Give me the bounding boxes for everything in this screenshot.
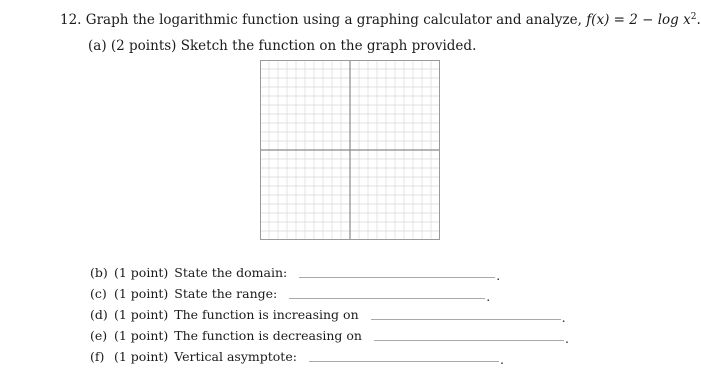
graph-grid[interactable] <box>260 60 440 240</box>
part-f-text: Vertical asymptote: <box>174 349 297 364</box>
part-a-points: (2 points) <box>110 38 177 54</box>
part-f-period: . <box>499 352 504 367</box>
part-c-text: State the range: <box>174 286 278 301</box>
part-d-points: (1 point) <box>114 307 169 322</box>
part-f-row <box>90 346 569 367</box>
part-e-points: (1 point) <box>114 328 169 343</box>
decreasing-answer-blank[interactable] <box>374 340 564 341</box>
asymptote-answer-blank[interactable] <box>309 361 499 362</box>
part-e-label: (e) <box>90 328 108 343</box>
part-c-period: . <box>486 289 491 304</box>
domain-answer-blank[interactable] <box>299 277 495 278</box>
function-exponent: 2 <box>690 12 697 22</box>
part-a-prompt <box>88 38 476 54</box>
part-a-label: (a) <box>88 38 107 54</box>
part-f-points: (1 point) <box>114 349 169 364</box>
part-e-text: The function is decreasing on <box>174 328 362 343</box>
part-b-label: (b) <box>90 265 108 280</box>
part-c-points: (1 point) <box>114 286 169 301</box>
part-d-label: (d) <box>90 307 108 322</box>
part-b-period: . <box>496 268 501 283</box>
question-period: . <box>696 12 701 28</box>
part-d-text: The function is increasing on <box>174 307 359 322</box>
question-12-prompt <box>60 12 701 28</box>
part-d-period: . <box>561 310 566 325</box>
part-c-label: (c) <box>90 286 107 301</box>
part-a-text: Sketch the function on the graph provided. <box>180 38 477 54</box>
range-answer-blank[interactable] <box>289 298 485 299</box>
question-text: Graph the logarithmic function using a graphing calculator and analyze, <box>85 12 582 28</box>
part-e-row <box>90 325 569 346</box>
function-expression: f(x) = 2 − log x <box>586 12 691 28</box>
question-number: 12. <box>60 12 82 28</box>
part-c-row <box>90 283 569 304</box>
increasing-answer-blank[interactable] <box>371 319 561 320</box>
part-b-points: (1 point) <box>114 265 169 280</box>
part-e-period: . <box>564 331 569 346</box>
answer-parts <box>90 262 569 367</box>
part-b-text: State the domain: <box>174 265 288 280</box>
part-f-label: (f) <box>90 349 105 364</box>
part-b-row <box>90 262 569 283</box>
part-d-row <box>90 304 569 325</box>
